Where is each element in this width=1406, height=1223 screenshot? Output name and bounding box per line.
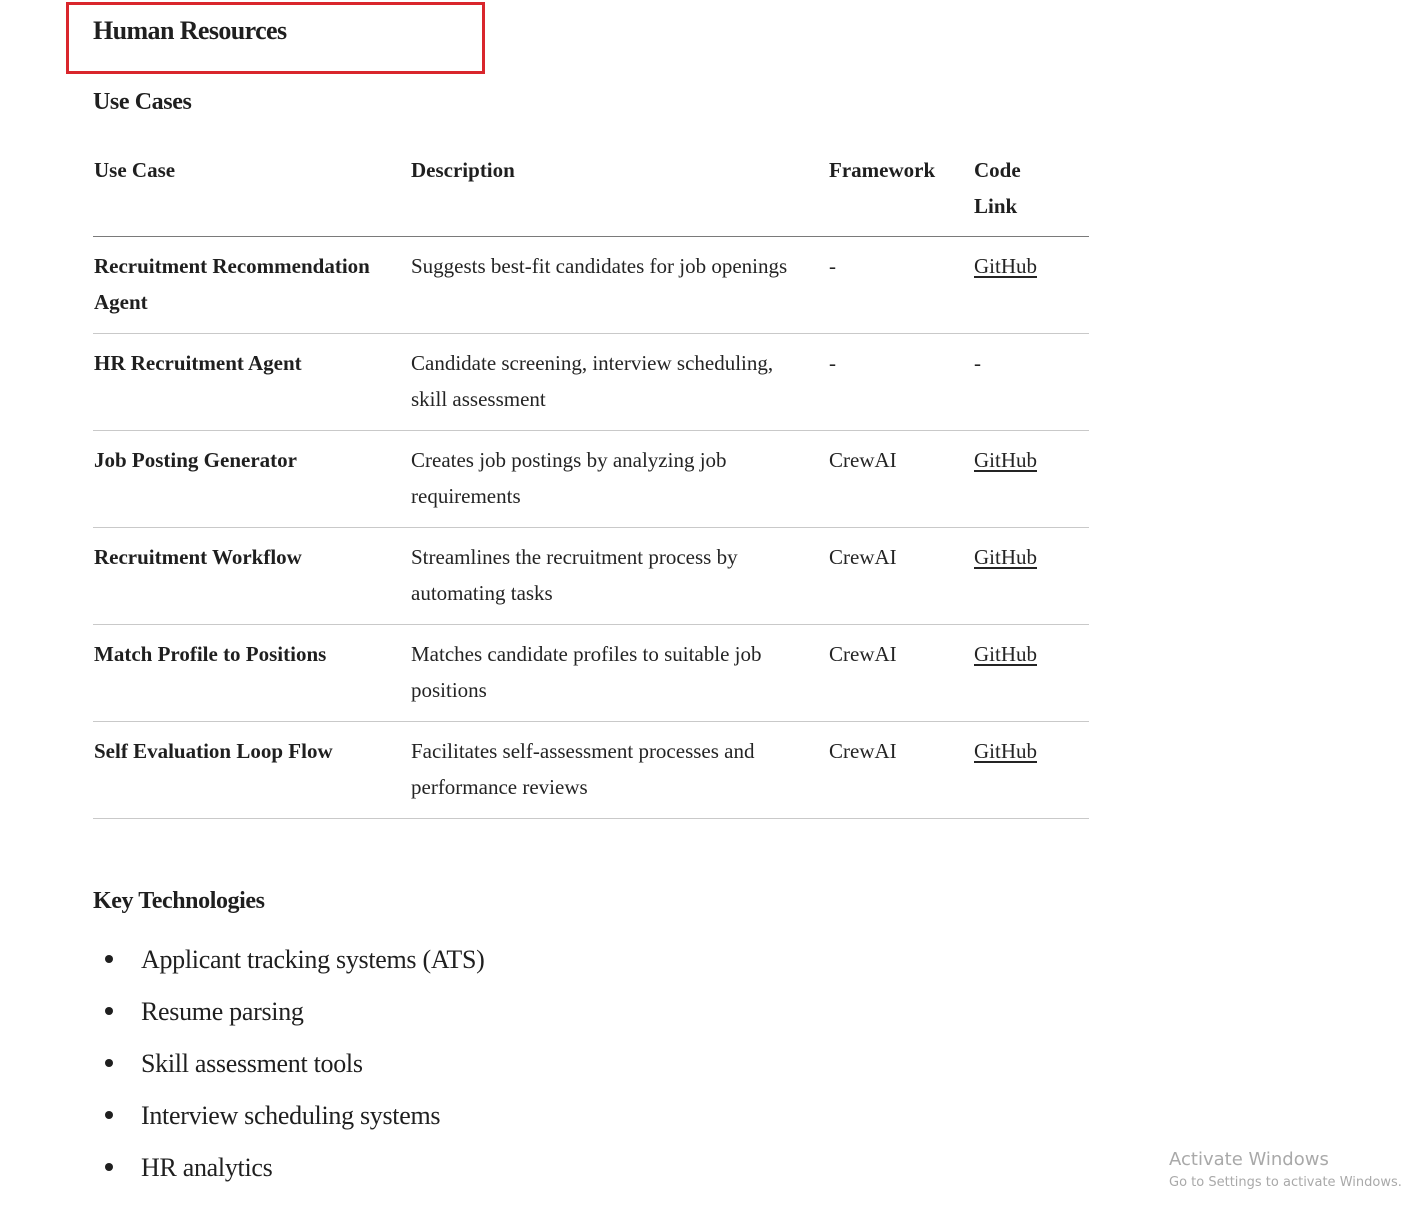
use-case-description: Creates job postings by analyzing job requirements [410,431,828,528]
column-header-use-case: Use Case [93,150,410,237]
use-case-description: Streamlines the recruitment process by automating tasks [410,528,828,625]
table-row [93,237,1089,334]
list-item [93,1094,485,1146]
section-title: Human Resources [93,16,287,45]
bullet-icon [105,1163,113,1171]
use-case-name: Self Evaluation Loop Flow [93,722,410,819]
bullet-icon [105,1059,113,1067]
table-row [93,334,1089,431]
column-header-framework: Framework [828,150,973,237]
use-cases-table [93,150,1089,819]
bullet-icon [105,1111,113,1119]
column-header-code-link: Code Link [973,150,1089,237]
list-item [93,1146,485,1198]
use-case-description: Matches candidate profiles to suitable job positions [410,625,828,722]
list-item-text: Applicant tracking systems (ATS) [141,945,485,974]
list-item [93,990,485,1042]
use-case-description: Facilitates self-assessment processes and performance reviews [410,722,828,819]
use-case-framework: - [828,237,973,334]
bullet-icon [105,955,113,963]
watermark-subtitle: Go to Settings to activate Windows. [1169,1175,1402,1190]
list-item-text: HR analytics [141,1153,273,1182]
list-item-text: Resume parsing [141,997,304,1026]
use-cases-heading: Use Cases [93,89,192,115]
list-item-text: Skill assessment tools [141,1049,363,1078]
github-link[interactable]: GitHub [974,642,1037,666]
github-link[interactable]: GitHub [974,254,1037,278]
table-row [93,431,1089,528]
use-case-framework: CrewAI [828,431,973,528]
use-case-framework: CrewAI [828,722,973,819]
list-item-text: Interview scheduling systems [141,1101,441,1130]
github-link[interactable]: GitHub [974,739,1037,763]
use-case-link-cell [973,722,1089,819]
key-technologies-heading: Key Technologies [93,888,265,914]
list-item [93,938,485,990]
use-case-link-cell [973,431,1089,528]
use-case-framework: CrewAI [828,625,973,722]
use-case-name: HR Recruitment Agent [93,334,410,431]
use-case-name: Recruitment Workflow [93,528,410,625]
table-header-row [93,150,1089,237]
use-case-name: Recruitment Recommendation Agent [93,237,410,334]
use-case-link-cell [973,528,1089,625]
use-case-link-cell: - [973,334,1089,431]
key-technologies-list [93,938,485,1198]
use-case-name: Job Posting Generator [93,431,410,528]
github-link[interactable]: GitHub [974,448,1037,472]
use-case-name: Match Profile to Positions [93,625,410,722]
bullet-icon [105,1007,113,1015]
use-case-description: Candidate screening, interview scheduling, skill assessment [410,334,828,431]
use-case-link-cell [973,237,1089,334]
use-case-description: Suggests best-fit candidates for job openings [410,237,828,334]
use-case-link-cell [973,625,1089,722]
github-link[interactable]: GitHub [974,545,1037,569]
list-item [93,1042,485,1094]
use-case-framework: CrewAI [828,528,973,625]
table-row [93,722,1089,819]
watermark-title: Activate Windows [1169,1149,1329,1170]
table-row [93,625,1089,722]
use-case-framework: - [828,334,973,431]
column-header-description: Description [410,150,828,237]
table-row [93,528,1089,625]
activate-windows-watermark [1169,1148,1402,1194]
